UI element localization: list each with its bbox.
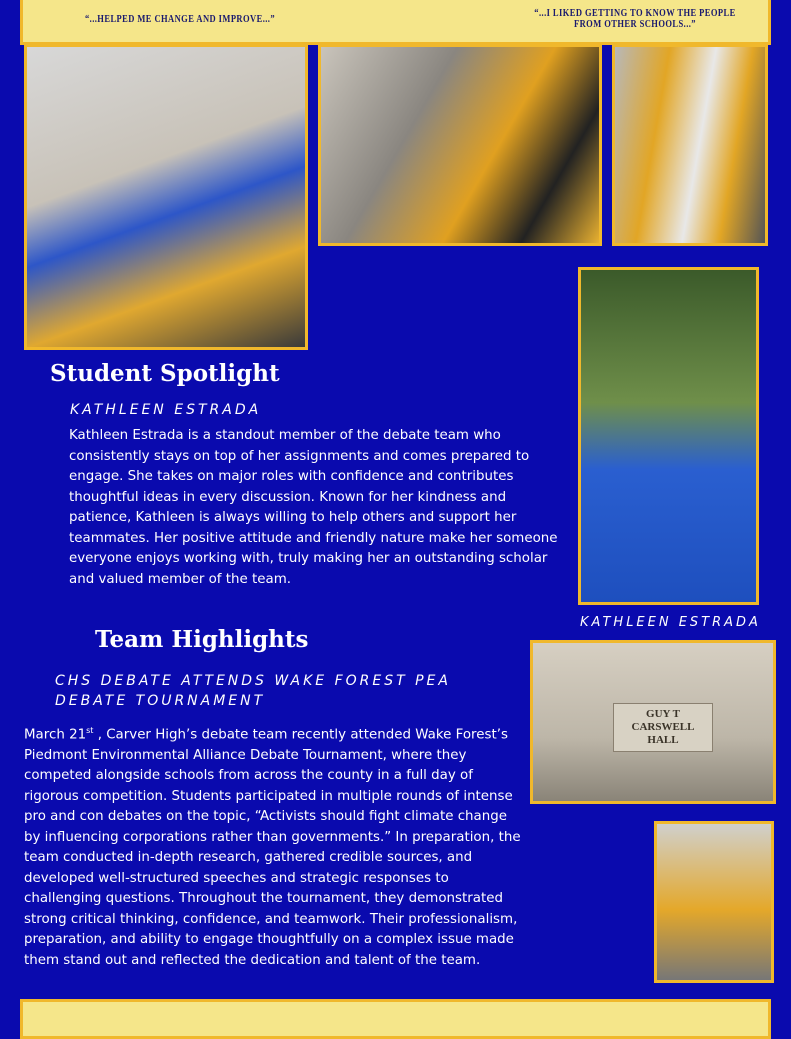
spotlight-heading: Student Spotlight: [50, 360, 280, 387]
quote-left: “...HELPED ME CHANGE AND IMPROVE...”: [84, 14, 276, 25]
photo-caption: KATHLEEN ESTRADA: [580, 615, 761, 630]
photo-kathleen-estrada: [578, 267, 759, 605]
bottom-banner: [20, 999, 771, 1039]
highlights-text: , Carver High’s debate team recently attended Wake Forest’s Piedmont Environmental Alliance Debate Tournament, where they competed alongside schools from across the county in a full day of rigorous competition. Students participated in multiple rounds of intense pro and con debates on the topic, “Activists should fight climate change by influencing corporations rather than governments.” In preparation, the team conducted in-depth research, gathered credible sources, and developed well-structured speeches and strategic responses to challenging questions. Throughout the tournament, they demonstrated strong critical thinking, confidence, and teamwork. Their professionalism, preparation, and ability to engage thoughtfully on a complex issue made them stand out and reflected the dedication and talent of the team.: [24, 727, 521, 968]
spotlight-name: KATHLEEN ESTRADA: [70, 402, 262, 418]
building-sign: GUY T CARSWELL HALL: [613, 703, 713, 752]
highlights-subtitle: CHS DEBATE ATTENDS WAKE FOREST PEA DEBATE TOURNAMENT: [55, 673, 451, 709]
photo-student-speaking: [654, 821, 774, 983]
photo-students-table: [612, 44, 768, 246]
photo-carswell-hall: [530, 640, 776, 804]
date-suffix: st: [86, 726, 94, 735]
highlights-heading: Team Highlights: [95, 626, 309, 653]
event-date: March 21: [24, 727, 87, 743]
photo-students-laptop: [24, 44, 308, 350]
photo-debate-room: [318, 44, 602, 246]
quote-right: “...I LIKED GETTING TO KNOW THE PEOPLE FROM OTHER SCHOOLS...”: [534, 8, 736, 30]
highlights-body: [24, 721, 524, 971]
spotlight-body: Kathleen Estrada is a standout member of the debate team who consistently stays on top of her assignments and comes prepared to engage. She takes on major roles with confidence and contributes thoughtful ideas in every discussion. Known for her kindness and patience, Kathleen is always willing to help others and support her teammates. Her positive attitude and friendly nature make her someone everyone enjoys working with, truly making her an outstanding scholar and valued member of the team.: [69, 428, 558, 587]
